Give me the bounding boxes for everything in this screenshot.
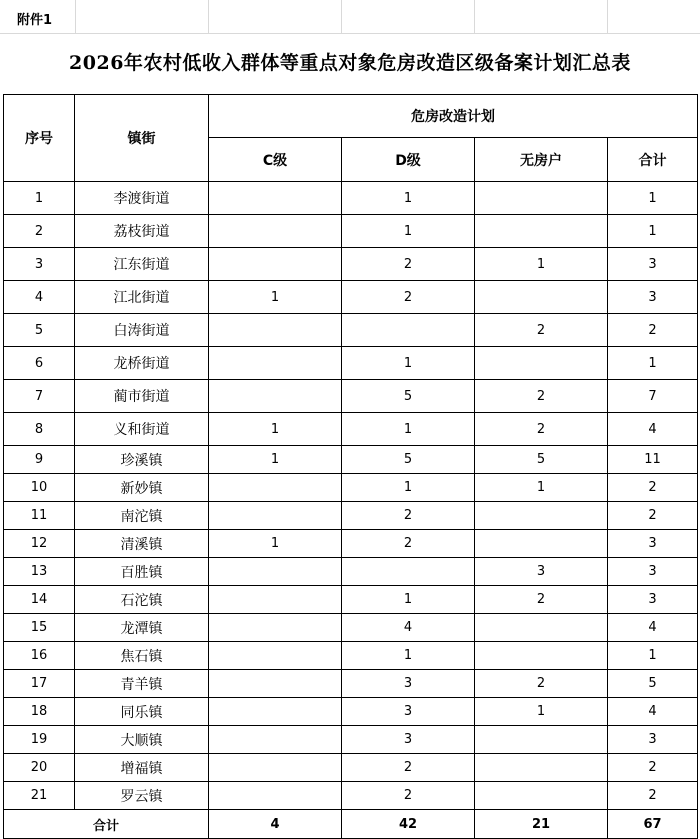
- row-town: 白涛街道: [75, 314, 209, 347]
- row-total: 5: [608, 670, 698, 698]
- row-town: 百胜镇: [75, 558, 209, 586]
- row-town: 同乐镇: [75, 698, 209, 726]
- row-c-level: 1: [209, 281, 342, 314]
- table-row: [4, 642, 698, 670]
- header-plan-group: 危房改造计划: [209, 95, 698, 138]
- row-no-house: [475, 642, 608, 670]
- row-d-level: 2: [342, 248, 475, 281]
- row-total: 4: [608, 413, 698, 446]
- row-total: 11: [608, 446, 698, 474]
- table-row: [4, 215, 698, 248]
- row-d-level: 2: [342, 782, 475, 810]
- row-seq: 19: [4, 726, 75, 754]
- table-row: [4, 586, 698, 614]
- row-seq: 10: [4, 474, 75, 502]
- header-seq: 序号: [4, 95, 75, 182]
- row-c-level: [209, 182, 342, 215]
- row-d-level: 3: [342, 698, 475, 726]
- header-no-house: 无房户: [475, 138, 608, 182]
- gridline: [75, 0, 76, 34]
- page-title: 2026年农村低收入群体等重点对象危房改造区级备案计划汇总表: [69, 52, 631, 74]
- gridline: [341, 0, 342, 34]
- row-town: 荔枝街道: [75, 215, 209, 248]
- table-row: [4, 380, 698, 413]
- row-town: 增福镇: [75, 754, 209, 782]
- table-row: [4, 530, 698, 558]
- table-row: [4, 474, 698, 502]
- header-total: 合计: [608, 138, 698, 182]
- row-c-level: 1: [209, 530, 342, 558]
- row-total: 1: [608, 347, 698, 380]
- row-c-level: [209, 558, 342, 586]
- row-c-level: [209, 314, 342, 347]
- row-d-level: 1: [342, 474, 475, 502]
- row-no-house: [475, 782, 608, 810]
- row-no-house: 1: [475, 248, 608, 281]
- row-town: 焦石镇: [75, 642, 209, 670]
- row-d-level: 2: [342, 502, 475, 530]
- row-c-level: [209, 782, 342, 810]
- row-seq: 17: [4, 670, 75, 698]
- row-total: 3: [608, 726, 698, 754]
- table-row: [4, 754, 698, 782]
- row-d-level: [342, 314, 475, 347]
- row-seq: 5: [4, 314, 75, 347]
- row-total: 2: [608, 502, 698, 530]
- table-row: [4, 726, 698, 754]
- table-row: [4, 614, 698, 642]
- table-row: [4, 670, 698, 698]
- row-seq: 3: [4, 248, 75, 281]
- row-seq: 12: [4, 530, 75, 558]
- row-d-level: 2: [342, 754, 475, 782]
- row-town: 罗云镇: [75, 782, 209, 810]
- row-d-level: 1: [342, 347, 475, 380]
- row-no-house: 2: [475, 380, 608, 413]
- row-d-level: 2: [342, 530, 475, 558]
- row-seq: 20: [4, 754, 75, 782]
- row-seq: 2: [4, 215, 75, 248]
- row-no-house: 2: [475, 670, 608, 698]
- row-seq: 13: [4, 558, 75, 586]
- row-d-level: 1: [342, 215, 475, 248]
- table-row: [4, 248, 698, 281]
- table-body: [4, 182, 698, 810]
- row-d-level: 2: [342, 281, 475, 314]
- row-total: 3: [608, 248, 698, 281]
- row-d-level: 5: [342, 380, 475, 413]
- row-town: 大顺镇: [75, 726, 209, 754]
- total-no-house: 21: [475, 810, 608, 839]
- row-total: 2: [608, 754, 698, 782]
- header-row: [4, 95, 698, 138]
- row-no-house: [475, 726, 608, 754]
- row-total: 4: [608, 614, 698, 642]
- table-row: [4, 698, 698, 726]
- total-label: 合计: [4, 810, 209, 839]
- row-c-level: [209, 670, 342, 698]
- row-no-house: 1: [475, 698, 608, 726]
- row-no-house: 5: [475, 446, 608, 474]
- row-c-level: [209, 248, 342, 281]
- table-row: [4, 558, 698, 586]
- table-row: [4, 314, 698, 347]
- row-c-level: [209, 380, 342, 413]
- row-seq: 11: [4, 502, 75, 530]
- row-town: 青羊镇: [75, 670, 209, 698]
- row-town: 江北街道: [75, 281, 209, 314]
- row-no-house: [475, 182, 608, 215]
- plan-summary-table: [3, 94, 698, 839]
- row-no-house: [475, 502, 608, 530]
- row-total: 2: [608, 474, 698, 502]
- row-town: 龙潭镇: [75, 614, 209, 642]
- row-seq: 1: [4, 182, 75, 215]
- row-seq: 16: [4, 642, 75, 670]
- row-seq: 18: [4, 698, 75, 726]
- row-d-level: 1: [342, 642, 475, 670]
- row-d-level: [342, 558, 475, 586]
- row-total: 7: [608, 380, 698, 413]
- row-c-level: [209, 502, 342, 530]
- row-seq: 9: [4, 446, 75, 474]
- row-town: 蔺市街道: [75, 380, 209, 413]
- row-c-level: [209, 642, 342, 670]
- row-c-level: [209, 614, 342, 642]
- row-total: 3: [608, 586, 698, 614]
- row-d-level: 4: [342, 614, 475, 642]
- row-total: 3: [608, 530, 698, 558]
- row-no-house: 2: [475, 314, 608, 347]
- row-c-level: [209, 347, 342, 380]
- row-no-house: 2: [475, 586, 608, 614]
- table-row: [4, 281, 698, 314]
- row-total: 1: [608, 215, 698, 248]
- row-no-house: [475, 530, 608, 558]
- row-no-house: 3: [475, 558, 608, 586]
- gridline: [474, 0, 475, 34]
- row-d-level: 5: [342, 446, 475, 474]
- row-total: 1: [608, 642, 698, 670]
- row-seq: 4: [4, 281, 75, 314]
- row-town: 南沱镇: [75, 502, 209, 530]
- total-sum: 67: [608, 810, 698, 839]
- row-no-house: [475, 754, 608, 782]
- gridline: [208, 0, 209, 34]
- row-seq: 15: [4, 614, 75, 642]
- row-d-level: 1: [342, 182, 475, 215]
- row-town: 清溪镇: [75, 530, 209, 558]
- total-c-level: 4: [209, 810, 342, 839]
- row-seq: 14: [4, 586, 75, 614]
- annex-label: 附件1: [17, 13, 53, 28]
- row-town: 李渡街道: [75, 182, 209, 215]
- total-row: [4, 810, 698, 839]
- row-c-level: [209, 726, 342, 754]
- header-c-level: C级: [209, 138, 342, 182]
- row-d-level: 3: [342, 670, 475, 698]
- row-town: 珍溪镇: [75, 446, 209, 474]
- row-total: 2: [608, 314, 698, 347]
- row-town: 江东街道: [75, 248, 209, 281]
- row-town: 龙桥街道: [75, 347, 209, 380]
- row-town: 新妙镇: [75, 474, 209, 502]
- row-no-house: [475, 215, 608, 248]
- table-row: [4, 347, 698, 380]
- row-town: 义和街道: [75, 413, 209, 446]
- table-row: [4, 413, 698, 446]
- row-c-level: [209, 698, 342, 726]
- gridline: [0, 33, 700, 34]
- total-d-level: 42: [342, 810, 475, 839]
- row-seq: 6: [4, 347, 75, 380]
- table-row: [4, 446, 698, 474]
- row-no-house: [475, 281, 608, 314]
- row-total: 4: [608, 698, 698, 726]
- row-no-house: [475, 614, 608, 642]
- row-c-level: [209, 474, 342, 502]
- row-total: 2: [608, 782, 698, 810]
- row-c-level: 1: [209, 446, 342, 474]
- header-town: 镇街: [75, 95, 209, 182]
- header-d-level: D级: [342, 138, 475, 182]
- row-town: 石沱镇: [75, 586, 209, 614]
- row-seq: 21: [4, 782, 75, 810]
- row-total: 3: [608, 558, 698, 586]
- row-seq: 7: [4, 380, 75, 413]
- row-c-level: [209, 754, 342, 782]
- row-c-level: 1: [209, 413, 342, 446]
- row-d-level: 1: [342, 413, 475, 446]
- row-total: 3: [608, 281, 698, 314]
- row-total: 1: [608, 182, 698, 215]
- row-no-house: 2: [475, 413, 608, 446]
- row-no-house: [475, 347, 608, 380]
- table-row: [4, 502, 698, 530]
- gridline: [607, 0, 608, 34]
- row-no-house: 1: [475, 474, 608, 502]
- table-row: [4, 782, 698, 810]
- row-c-level: [209, 215, 342, 248]
- row-c-level: [209, 586, 342, 614]
- table-row: [4, 182, 698, 215]
- row-d-level: 3: [342, 726, 475, 754]
- row-d-level: 1: [342, 586, 475, 614]
- row-seq: 8: [4, 413, 75, 446]
